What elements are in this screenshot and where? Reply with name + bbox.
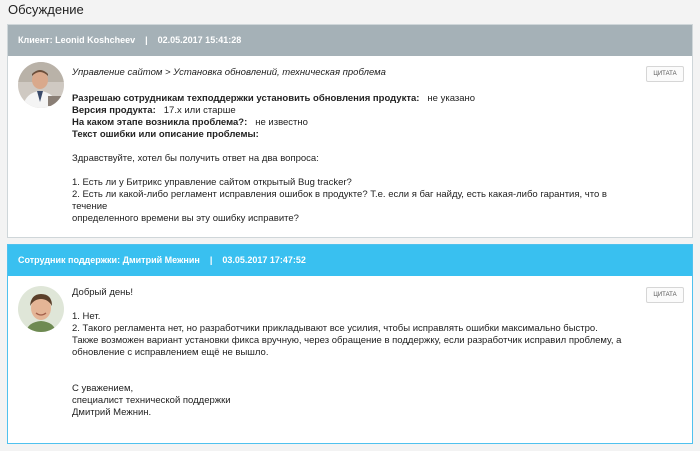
staff-author: Сотрудник поддержки: Дмитрий Межнин <box>18 255 200 265</box>
client-quote-button[interactable]: ЦИТАТА <box>646 66 684 82</box>
staff-quote-button[interactable]: ЦИТАТА <box>646 287 684 303</box>
client-question-2a: 2. Есть ли какой-либо регламент исправления ошибок в продукте? Т.е. если я баг найду, есть какая-либо гарантия, что в течение <box>72 189 607 212</box>
staff-greeting: Добрый день! <box>72 287 133 298</box>
client-question-1: 1. Есть ли у Битрикс управление сайтом открытый Bug tracker? <box>72 177 352 188</box>
staff-signature-2: специалист технической поддержки <box>72 395 231 406</box>
client-author: Клиент: Leonid Koshcheev <box>18 35 136 45</box>
page-title: Обсуждение <box>8 2 84 17</box>
field-version: Версия продукта: 17.x или старше <box>72 105 236 116</box>
field-stage: На каком этапе возникла проблема?: не известно <box>72 117 308 128</box>
field-error-text: Текст ошибки или описание проблемы: <box>72 129 259 140</box>
staff-answer-4: обновление с исправлением ещё не вышло. <box>72 347 269 358</box>
client-question-2b: определенного времени вы эту ошибку исправите? <box>72 213 299 224</box>
client-greeting: Здравствуйте, хотел бы получить ответ на два вопроса: <box>72 153 319 164</box>
staff-answer-1: 1. Нет. <box>72 311 101 322</box>
staff-message-header: Сотрудник поддержки: Дмитрий Межнин | 03.05.2017 17:47:52 <box>8 245 692 276</box>
staff-date: 03.05.2017 17:47:52 <box>222 255 306 265</box>
client-message <box>7 24 693 238</box>
staff-message <box>7 244 693 444</box>
staff-signature-3: Дмитрий Межнин. <box>72 407 152 418</box>
field-permission: Разрешаю сотрудникам техподдержки установить обновления продукта: не указано <box>72 93 476 104</box>
staff-answer-2: 2. Такого регламента нет, но разработчики прикладывают все усилия, чтобы исправлять ошибки максимально быстро. <box>72 323 598 334</box>
staff-message-body <box>72 287 642 419</box>
client-subject: Управление сайтом > Установка обновлений, техническая проблема <box>72 67 386 78</box>
client-message-header: Клиент: Leonid Koshcheev | 02.05.2017 15:41:28 <box>8 25 692 56</box>
staff-signature-1: С уважением, <box>72 383 134 394</box>
client-avatar <box>18 62 64 108</box>
client-message-body <box>72 67 642 225</box>
staff-avatar <box>18 286 64 332</box>
staff-answer-3: Также возможен вариант установки фикса вручную, через обращение в поддержку, если разработчик исправил проблему, а <box>72 335 622 346</box>
client-date: 02.05.2017 15:41:28 <box>157 35 242 45</box>
